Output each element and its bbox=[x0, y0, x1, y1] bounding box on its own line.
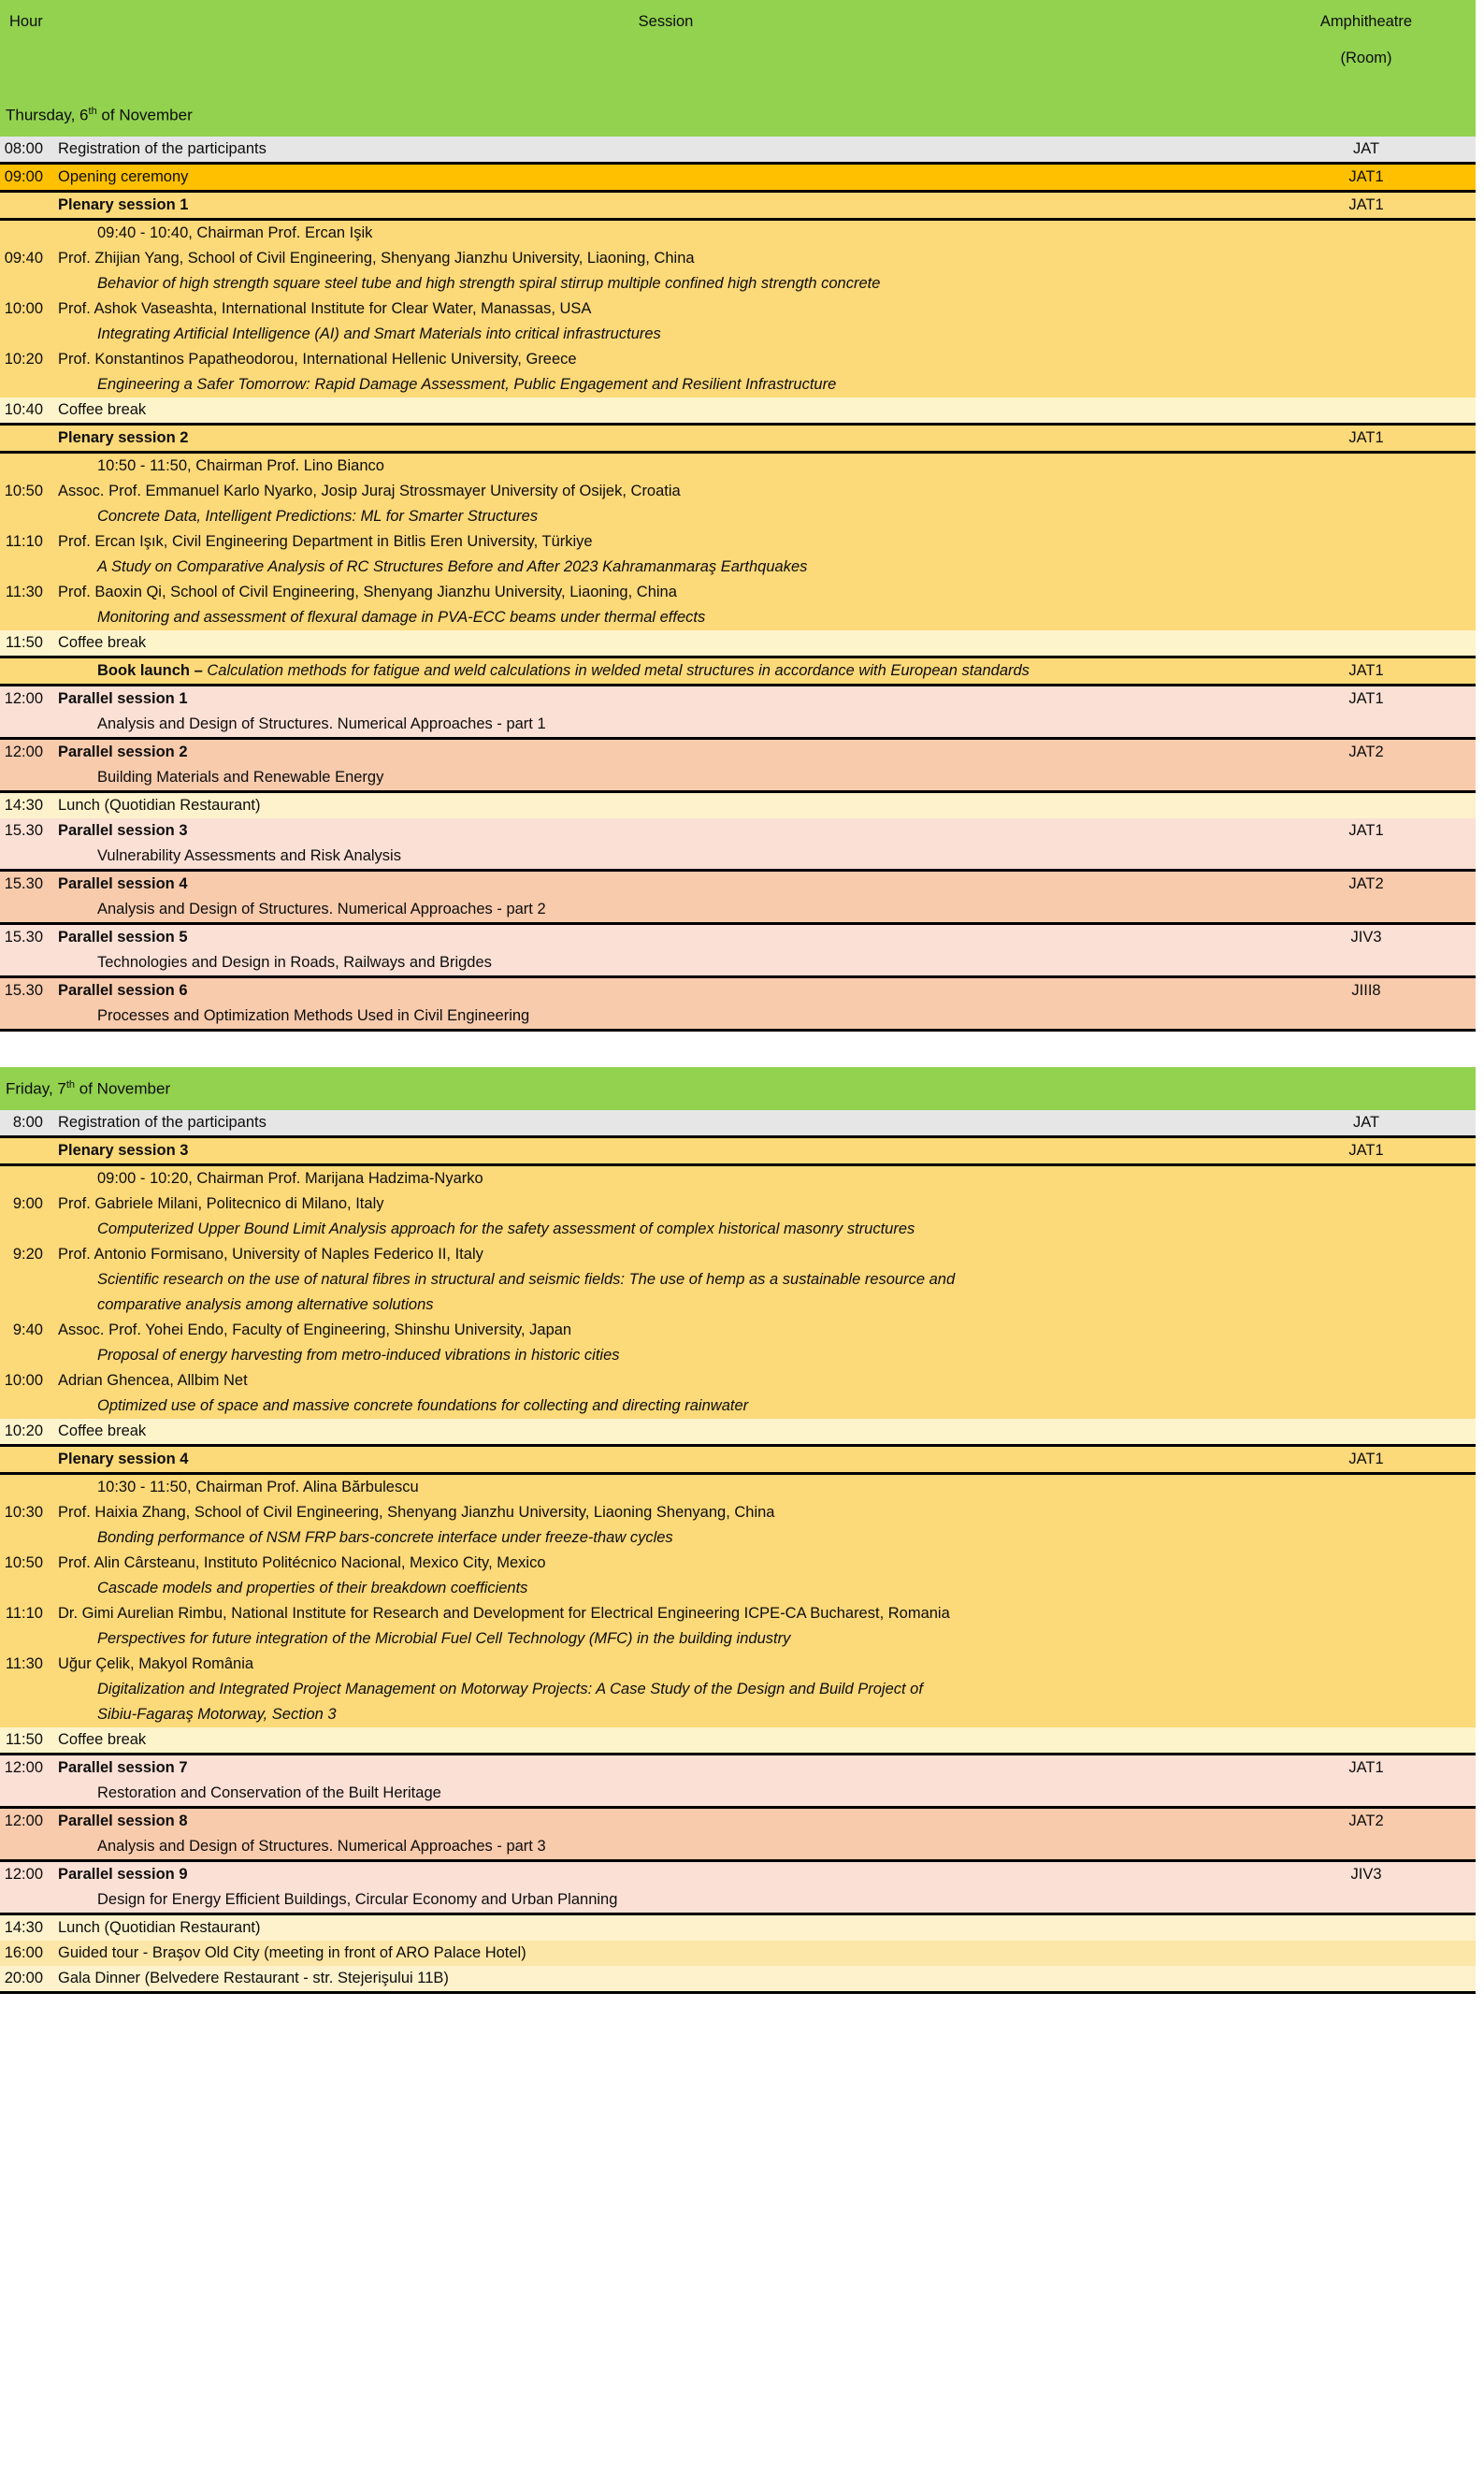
row-divider-cell bbox=[0, 1991, 1476, 1994]
row-hour bbox=[0, 1394, 49, 1419]
schedule-row bbox=[0, 1834, 1476, 1859]
day-title-ordinal-suffix: th bbox=[88, 105, 97, 117]
row-hour bbox=[0, 1677, 49, 1702]
row-session: Processes and Optimization Methods Used in Civil Engineering bbox=[49, 1004, 1283, 1029]
schedule-row bbox=[0, 872, 1476, 897]
schedule-row bbox=[0, 925, 1476, 950]
row-hour bbox=[0, 1293, 49, 1318]
schedule-row bbox=[0, 555, 1476, 580]
row-session: Prof. Ercan Işık, Civil Engineering Department in Bitlis Eren University, Türkiye bbox=[49, 529, 1283, 555]
row-room: JAT2 bbox=[1283, 1809, 1476, 1834]
row-hour: 11:50 bbox=[0, 1727, 49, 1753]
row-hour: 11:30 bbox=[0, 1652, 49, 1677]
schedule-row bbox=[0, 1475, 1476, 1500]
row-session: Analysis and Design of Structures. Numerical Approaches - part 1 bbox=[49, 712, 1283, 737]
schedule-row bbox=[0, 397, 1476, 423]
row-room: JAT1 bbox=[1283, 686, 1476, 712]
row-room bbox=[1283, 765, 1476, 790]
row-hour bbox=[0, 193, 49, 218]
row-hour: 10:00 bbox=[0, 296, 49, 322]
row-room: JAT1 bbox=[1283, 1138, 1476, 1163]
schedule-row bbox=[0, 221, 1476, 246]
row-room bbox=[1283, 1368, 1476, 1394]
day-title-row bbox=[0, 94, 1476, 137]
row-room bbox=[1283, 555, 1476, 580]
row-room bbox=[1283, 712, 1476, 737]
row-hour bbox=[0, 1834, 49, 1859]
row-hour bbox=[0, 1576, 49, 1601]
row-room: JAT2 bbox=[1283, 872, 1476, 897]
schedule-row bbox=[0, 1419, 1476, 1444]
row-hour bbox=[0, 605, 49, 630]
row-hour bbox=[0, 271, 49, 296]
row-room bbox=[1283, 1525, 1476, 1551]
row-session: Coffee break bbox=[49, 397, 1283, 423]
row-room bbox=[1283, 1475, 1476, 1500]
schedule-row bbox=[0, 1702, 1476, 1727]
col-header-room-line1: Amphitheatre bbox=[1283, 0, 1476, 43]
day-schedule-table bbox=[0, 0, 1476, 1032]
row-hour bbox=[0, 950, 49, 975]
row-room bbox=[1283, 1915, 1476, 1941]
row-session: 10:50 - 11:50, Chairman Prof. Lino Bianco bbox=[49, 454, 1283, 479]
row-divider bbox=[0, 1991, 1476, 1994]
row-room: JAT1 bbox=[1283, 1447, 1476, 1472]
row-hour bbox=[0, 1138, 49, 1163]
schedule-row bbox=[0, 630, 1476, 656]
schedule-row bbox=[0, 818, 1476, 844]
schedule-row bbox=[0, 1652, 1476, 1677]
row-session: 10:30 - 11:50, Chairman Prof. Alina Bărbulescu bbox=[49, 1475, 1283, 1500]
schedule-row bbox=[0, 1004, 1476, 1029]
schedule-row bbox=[0, 712, 1476, 737]
row-room bbox=[1283, 1702, 1476, 1727]
row-room bbox=[1283, 1419, 1476, 1444]
row-hour: 08:00 bbox=[0, 137, 49, 162]
schedule-row bbox=[0, 1862, 1476, 1887]
row-session bbox=[49, 658, 1283, 684]
row-session: Prof. Konstantinos Papatheodorou, International Hellenic University, Greece bbox=[49, 347, 1283, 372]
row-hour: 16:00 bbox=[0, 1941, 49, 1966]
row-room bbox=[1283, 793, 1476, 818]
row-room bbox=[1283, 454, 1476, 479]
row-room bbox=[1283, 271, 1476, 296]
schedule-row bbox=[0, 1217, 1476, 1242]
row-room bbox=[1283, 844, 1476, 869]
row-hour bbox=[0, 765, 49, 790]
day-title: Thursday, 6th of November bbox=[0, 94, 1476, 137]
row-hour: 11:10 bbox=[0, 529, 49, 555]
row-room bbox=[1283, 1242, 1476, 1267]
row-session: Prof. Alin Cârsteanu, Instituto Politécnico Nacional, Mexico City, Mexico bbox=[49, 1551, 1283, 1576]
row-room bbox=[1283, 1500, 1476, 1525]
schedule-row bbox=[0, 1755, 1476, 1781]
col-header-room-line2: (Room) bbox=[1283, 43, 1476, 73]
row-session: Sibiu-Fagaraş Motorway, Section 3 bbox=[49, 1702, 1283, 1727]
row-session: Plenary session 2 bbox=[49, 426, 1283, 451]
row-hour: 20:00 bbox=[0, 1966, 49, 1991]
row-room: JAT2 bbox=[1283, 740, 1476, 765]
schedule-row bbox=[0, 1576, 1476, 1601]
row-room bbox=[1283, 1551, 1476, 1576]
row-room bbox=[1283, 246, 1476, 271]
row-hour: 11:10 bbox=[0, 1601, 49, 1626]
row-hour: 9:00 bbox=[0, 1191, 49, 1217]
row-session: Vulnerability Assessments and Risk Analysis bbox=[49, 844, 1283, 869]
row-hour bbox=[0, 426, 49, 451]
row-hour: 12:00 bbox=[0, 1809, 49, 1834]
row-hour: 12:00 bbox=[0, 1862, 49, 1887]
header-band-spacer bbox=[0, 73, 1476, 94]
col-header-session-blank bbox=[49, 43, 1283, 73]
schedule-row bbox=[0, 1966, 1476, 1991]
row-room bbox=[1283, 1781, 1476, 1806]
day-title: Friday, 7th of November bbox=[0, 1067, 1476, 1110]
row-session: Guided tour - Braşov Old City (meeting in front of ARO Palace Hotel) bbox=[49, 1941, 1283, 1966]
row-room bbox=[1283, 479, 1476, 504]
row-session: Plenary session 1 bbox=[49, 193, 1283, 218]
row-hour: 10:20 bbox=[0, 1419, 49, 1444]
schedule-row bbox=[0, 793, 1476, 818]
row-hour bbox=[0, 1343, 49, 1368]
row-session: Parallel session 6 bbox=[49, 978, 1283, 1004]
row-session: Prof. Gabriele Milani, Politecnico di Milano, Italy bbox=[49, 1191, 1283, 1217]
schedule-row bbox=[0, 1110, 1476, 1135]
row-session: Cascade models and properties of their breakdown coefficients bbox=[49, 1576, 1283, 1601]
row-session: Parallel session 8 bbox=[49, 1809, 1283, 1834]
row-hour: 10:20 bbox=[0, 347, 49, 372]
row-session: Scientific research on the use of natural fibres in structural and seismic fields: The use of hemp as a sustainable resource and bbox=[49, 1267, 1283, 1293]
schedule-row bbox=[0, 246, 1476, 271]
row-hour bbox=[0, 1447, 49, 1472]
row-room bbox=[1283, 1727, 1476, 1753]
row-room: JAT1 bbox=[1283, 818, 1476, 844]
row-hour bbox=[0, 1702, 49, 1727]
row-room bbox=[1283, 296, 1476, 322]
row-session: Optimized use of space and massive concrete foundations for collecting and directing rainwater bbox=[49, 1394, 1283, 1419]
schedule-row bbox=[0, 978, 1476, 1004]
schedule-row bbox=[0, 1915, 1476, 1941]
schedule-row bbox=[0, 454, 1476, 479]
row-room bbox=[1283, 1576, 1476, 1601]
row-hour bbox=[0, 504, 49, 529]
row-session: Prof. Antonio Formisano, University of Naples Federico II, Italy bbox=[49, 1242, 1283, 1267]
row-session: Integrating Artificial Intelligence (AI) and Smart Materials into critical infrastructures bbox=[49, 322, 1283, 347]
row-room bbox=[1283, 504, 1476, 529]
schedule-row bbox=[0, 347, 1476, 372]
row-session-italic-part: Calculation methods for fatigue and weld calculations in welded metal structures in accordance with European standards bbox=[207, 662, 1030, 679]
col-header-hour: Hour bbox=[0, 0, 49, 43]
row-room bbox=[1283, 347, 1476, 372]
row-hour bbox=[0, 1166, 49, 1191]
row-session: 09:00 - 10:20, Chairman Prof. Marijana Hadzima-Nyarko bbox=[49, 1166, 1283, 1191]
schedule-row bbox=[0, 1809, 1476, 1834]
row-session: Plenary session 3 bbox=[49, 1138, 1283, 1163]
row-room bbox=[1283, 529, 1476, 555]
schedule-row bbox=[0, 740, 1476, 765]
row-room: JAT1 bbox=[1283, 1755, 1476, 1781]
schedule-row bbox=[0, 765, 1476, 790]
row-session: comparative analysis among alternative solutions bbox=[49, 1293, 1283, 1318]
schedule-row bbox=[0, 686, 1476, 712]
schedule-row bbox=[0, 1781, 1476, 1806]
row-hour bbox=[0, 1267, 49, 1293]
row-hour bbox=[0, 1004, 49, 1029]
schedule-row bbox=[0, 529, 1476, 555]
schedule-row bbox=[0, 1343, 1476, 1368]
row-room: JAT1 bbox=[1283, 658, 1476, 684]
row-session: Lunch (Quotidian Restaurant) bbox=[49, 1915, 1283, 1941]
schedule-row bbox=[0, 1626, 1476, 1652]
row-session: Prof. Baoxin Qi, School of Civil Engineering, Shenyang Jianzhu University, Liaoning, China bbox=[49, 580, 1283, 605]
row-room bbox=[1283, 1318, 1476, 1343]
row-room bbox=[1283, 221, 1476, 246]
schedule-row bbox=[0, 1447, 1476, 1472]
schedule-row bbox=[0, 605, 1476, 630]
schedule-row bbox=[0, 658, 1476, 684]
row-session: Digitalization and Integrated Project Management on Motorway Projects: A Case Study of the Design and Build Project of bbox=[49, 1677, 1283, 1702]
row-hour: 12:00 bbox=[0, 740, 49, 765]
row-hour: 09:00 bbox=[0, 165, 49, 190]
row-session-bold-part: Book launch – bbox=[97, 662, 208, 679]
row-session: A Study on Comparative Analysis of RC Structures Before and After 2023 Kahramanmaraş Earthquakes bbox=[49, 555, 1283, 580]
schedule-row bbox=[0, 193, 1476, 218]
row-room bbox=[1283, 372, 1476, 397]
row-hour: 12:00 bbox=[0, 686, 49, 712]
schedule-row bbox=[0, 1166, 1476, 1191]
row-session: Parallel session 3 bbox=[49, 818, 1283, 844]
row-session: Monitoring and assessment of flexural damage in PVA-ECC beams under thermal effects bbox=[49, 605, 1283, 630]
schedule-row bbox=[0, 1727, 1476, 1753]
row-session: Assoc. Prof. Yohei Endo, Faculty of Engineering, Shinshu University, Japan bbox=[49, 1318, 1283, 1343]
row-room bbox=[1283, 1217, 1476, 1242]
row-room bbox=[1283, 322, 1476, 347]
header-spacer-cell bbox=[0, 73, 1476, 94]
row-session: Prof. Haixia Zhang, School of Civil Engineering, Shenyang Jianzhu University, Liaoning Shenyang, China bbox=[49, 1500, 1283, 1525]
row-session: Lunch (Quotidian Restaurant) bbox=[49, 793, 1283, 818]
row-room bbox=[1283, 1601, 1476, 1626]
row-hour: 15.30 bbox=[0, 978, 49, 1004]
row-room: JIV3 bbox=[1283, 925, 1476, 950]
row-session: Parallel session 7 bbox=[49, 1755, 1283, 1781]
row-session: Gala Dinner (Belvedere Restaurant - str. Stejerişului 11B) bbox=[49, 1966, 1283, 1991]
row-session: Parallel session 9 bbox=[49, 1862, 1283, 1887]
row-hour: 15.30 bbox=[0, 818, 49, 844]
row-hour bbox=[0, 1887, 49, 1913]
row-room: JAT bbox=[1283, 1110, 1476, 1135]
row-session: Plenary session 4 bbox=[49, 1447, 1283, 1472]
row-room bbox=[1283, 1191, 1476, 1217]
row-session: Restoration and Conservation of the Built Heritage bbox=[49, 1781, 1283, 1806]
row-session: Parallel session 1 bbox=[49, 686, 1283, 712]
row-hour: 11:30 bbox=[0, 580, 49, 605]
row-room bbox=[1283, 1166, 1476, 1191]
row-session: Prof. Zhijian Yang, School of Civil Engineering, Shenyang Jianzhu University, Liaoning, China bbox=[49, 246, 1283, 271]
row-session: Engineering a Safer Tomorrow: Rapid Damage Assessment, Public Engagement and Resilient Infrastructure bbox=[49, 372, 1283, 397]
schedule-row bbox=[0, 1242, 1476, 1267]
table-column-header bbox=[0, 0, 1476, 43]
row-session: Analysis and Design of Structures. Numerical Approaches - part 3 bbox=[49, 1834, 1283, 1859]
row-session: Dr. Gimi Aurelian Rimbu, National Institute for Research and Development for Electrical Engineering ICPE-CA Bucharest, Romania bbox=[49, 1601, 1283, 1626]
row-session: Behavior of high strength square steel tube and high strength spiral stirrup multiple confined high strength concrete bbox=[49, 271, 1283, 296]
schedule-row bbox=[0, 1267, 1476, 1293]
row-session: Parallel session 4 bbox=[49, 872, 1283, 897]
row-room bbox=[1283, 1343, 1476, 1368]
row-hour bbox=[0, 221, 49, 246]
row-hour: 8:00 bbox=[0, 1110, 49, 1135]
row-session: Coffee break bbox=[49, 1727, 1283, 1753]
row-hour bbox=[0, 454, 49, 479]
row-session: Registration of the participants bbox=[49, 1110, 1283, 1135]
row-session: Coffee break bbox=[49, 1419, 1283, 1444]
schedule-row bbox=[0, 1551, 1476, 1576]
day-title-row bbox=[0, 1067, 1476, 1110]
row-hour: 10:50 bbox=[0, 479, 49, 504]
row-session: Analysis and Design of Structures. Numerical Approaches - part 2 bbox=[49, 897, 1283, 922]
row-hour bbox=[0, 322, 49, 347]
row-hour: 10:40 bbox=[0, 397, 49, 423]
schedule-row bbox=[0, 1887, 1476, 1913]
schedule-row bbox=[0, 479, 1476, 504]
schedule-row bbox=[0, 1500, 1476, 1525]
row-session: Technologies and Design in Roads, Railways and Brigdes bbox=[49, 950, 1283, 975]
schedule-row bbox=[0, 897, 1476, 922]
day-separator-gap bbox=[0, 1032, 1484, 1067]
row-room bbox=[1283, 1394, 1476, 1419]
row-hour bbox=[0, 555, 49, 580]
row-room: JAT1 bbox=[1283, 426, 1476, 451]
schedule-row bbox=[0, 372, 1476, 397]
row-session: Opening ceremony bbox=[49, 165, 1283, 190]
row-room bbox=[1283, 1293, 1476, 1318]
row-hour bbox=[0, 658, 49, 684]
row-session: Registration of the participants bbox=[49, 137, 1283, 162]
row-room: JIII8 bbox=[1283, 978, 1476, 1004]
schedule-row bbox=[0, 271, 1476, 296]
row-hour: 09:40 bbox=[0, 246, 49, 271]
schedule-row bbox=[0, 322, 1476, 347]
row-session: 09:40 - 10:40, Chairman Prof. Ercan Işik bbox=[49, 221, 1283, 246]
schedule-row bbox=[0, 1941, 1476, 1966]
row-room bbox=[1283, 897, 1476, 922]
row-hour: 12:00 bbox=[0, 1755, 49, 1781]
row-hour: 10:30 bbox=[0, 1500, 49, 1525]
row-hour: 10:00 bbox=[0, 1368, 49, 1394]
row-hour bbox=[0, 1626, 49, 1652]
schedule-row bbox=[0, 1677, 1476, 1702]
row-hour: 10:50 bbox=[0, 1551, 49, 1576]
schedule-row bbox=[0, 1394, 1476, 1419]
row-hour bbox=[0, 897, 49, 922]
row-room bbox=[1283, 1887, 1476, 1913]
row-session: Bonding performance of NSM FRP bars-concrete interface under freeze-thaw cycles bbox=[49, 1525, 1283, 1551]
row-session: Building Materials and Renewable Energy bbox=[49, 765, 1283, 790]
row-room bbox=[1283, 630, 1476, 656]
row-room: JAT bbox=[1283, 137, 1476, 162]
row-room: JAT1 bbox=[1283, 193, 1476, 218]
row-session: Assoc. Prof. Emmanuel Karlo Nyarko, Josip Juraj Strossmayer University of Osijek, Croatia bbox=[49, 479, 1283, 504]
row-hour bbox=[0, 844, 49, 869]
row-hour: 15.30 bbox=[0, 925, 49, 950]
row-room bbox=[1283, 1677, 1476, 1702]
row-room bbox=[1283, 1966, 1476, 1991]
row-room bbox=[1283, 1834, 1476, 1859]
schedule-row bbox=[0, 296, 1476, 322]
table-column-header-second-line bbox=[0, 43, 1476, 73]
row-hour: 15.30 bbox=[0, 872, 49, 897]
row-room: JAT1 bbox=[1283, 165, 1476, 190]
row-session: Adrian Ghencea, Allbim Net bbox=[49, 1368, 1283, 1394]
row-room: JIV3 bbox=[1283, 1862, 1476, 1887]
schedule-row bbox=[0, 844, 1476, 869]
row-room bbox=[1283, 605, 1476, 630]
row-session: Coffee break bbox=[49, 630, 1283, 656]
row-hour bbox=[0, 1475, 49, 1500]
row-room bbox=[1283, 397, 1476, 423]
row-hour bbox=[0, 1781, 49, 1806]
schedule-row bbox=[0, 1191, 1476, 1217]
row-hour: 9:40 bbox=[0, 1318, 49, 1343]
schedule-row bbox=[0, 1601, 1476, 1626]
schedule-row bbox=[0, 426, 1476, 451]
row-session: Concrete Data, Intelligent Predictions: ML for Smarter Structures bbox=[49, 504, 1283, 529]
row-hour: 14:30 bbox=[0, 1915, 49, 1941]
row-room bbox=[1283, 580, 1476, 605]
schedule-row bbox=[0, 580, 1476, 605]
schedule-row bbox=[0, 504, 1476, 529]
row-hour bbox=[0, 372, 49, 397]
schedule-row bbox=[0, 1525, 1476, 1551]
row-session: Parallel session 2 bbox=[49, 740, 1283, 765]
schedule-row bbox=[0, 950, 1476, 975]
row-hour bbox=[0, 712, 49, 737]
row-session: Design for Energy Efficient Buildings, Circular Economy and Urban Planning bbox=[49, 1887, 1283, 1913]
row-session: Perspectives for future integration of the Microbial Fuel Cell Technology (MFC) in the building industry bbox=[49, 1626, 1283, 1652]
row-room bbox=[1283, 1267, 1476, 1293]
schedule-row bbox=[0, 165, 1476, 190]
row-room bbox=[1283, 1626, 1476, 1652]
day-title-ordinal-suffix: th bbox=[65, 1078, 76, 1090]
row-hour bbox=[0, 1525, 49, 1551]
row-session: Uğur Çelik, Makyol România bbox=[49, 1652, 1283, 1677]
col-header-hour-blank bbox=[0, 43, 49, 73]
col-header-session: Session bbox=[49, 0, 1283, 43]
schedule-row bbox=[0, 1368, 1476, 1394]
schedule-row bbox=[0, 137, 1476, 162]
row-hour: 9:20 bbox=[0, 1242, 49, 1267]
row-room bbox=[1283, 1941, 1476, 1966]
row-room bbox=[1283, 1004, 1476, 1029]
row-session: Computerized Upper Bound Limit Analysis approach for the safety assessment of complex historical masonry structures bbox=[49, 1217, 1283, 1242]
row-hour bbox=[0, 1217, 49, 1242]
day-schedule-table bbox=[0, 1067, 1476, 1994]
schedule-row bbox=[0, 1138, 1476, 1163]
row-session: Parallel session 5 bbox=[49, 925, 1283, 950]
schedule-row bbox=[0, 1318, 1476, 1343]
row-session: Proposal of energy harvesting from metro-induced vibrations in historic cities bbox=[49, 1343, 1283, 1368]
row-room bbox=[1283, 950, 1476, 975]
row-session: Prof. Ashok Vaseashta, International Institute for Clear Water, Manassas, USA bbox=[49, 296, 1283, 322]
row-hour: 14:30 bbox=[0, 793, 49, 818]
row-hour: 11:50 bbox=[0, 630, 49, 656]
schedule-row bbox=[0, 1293, 1476, 1318]
row-room bbox=[1283, 1652, 1476, 1677]
